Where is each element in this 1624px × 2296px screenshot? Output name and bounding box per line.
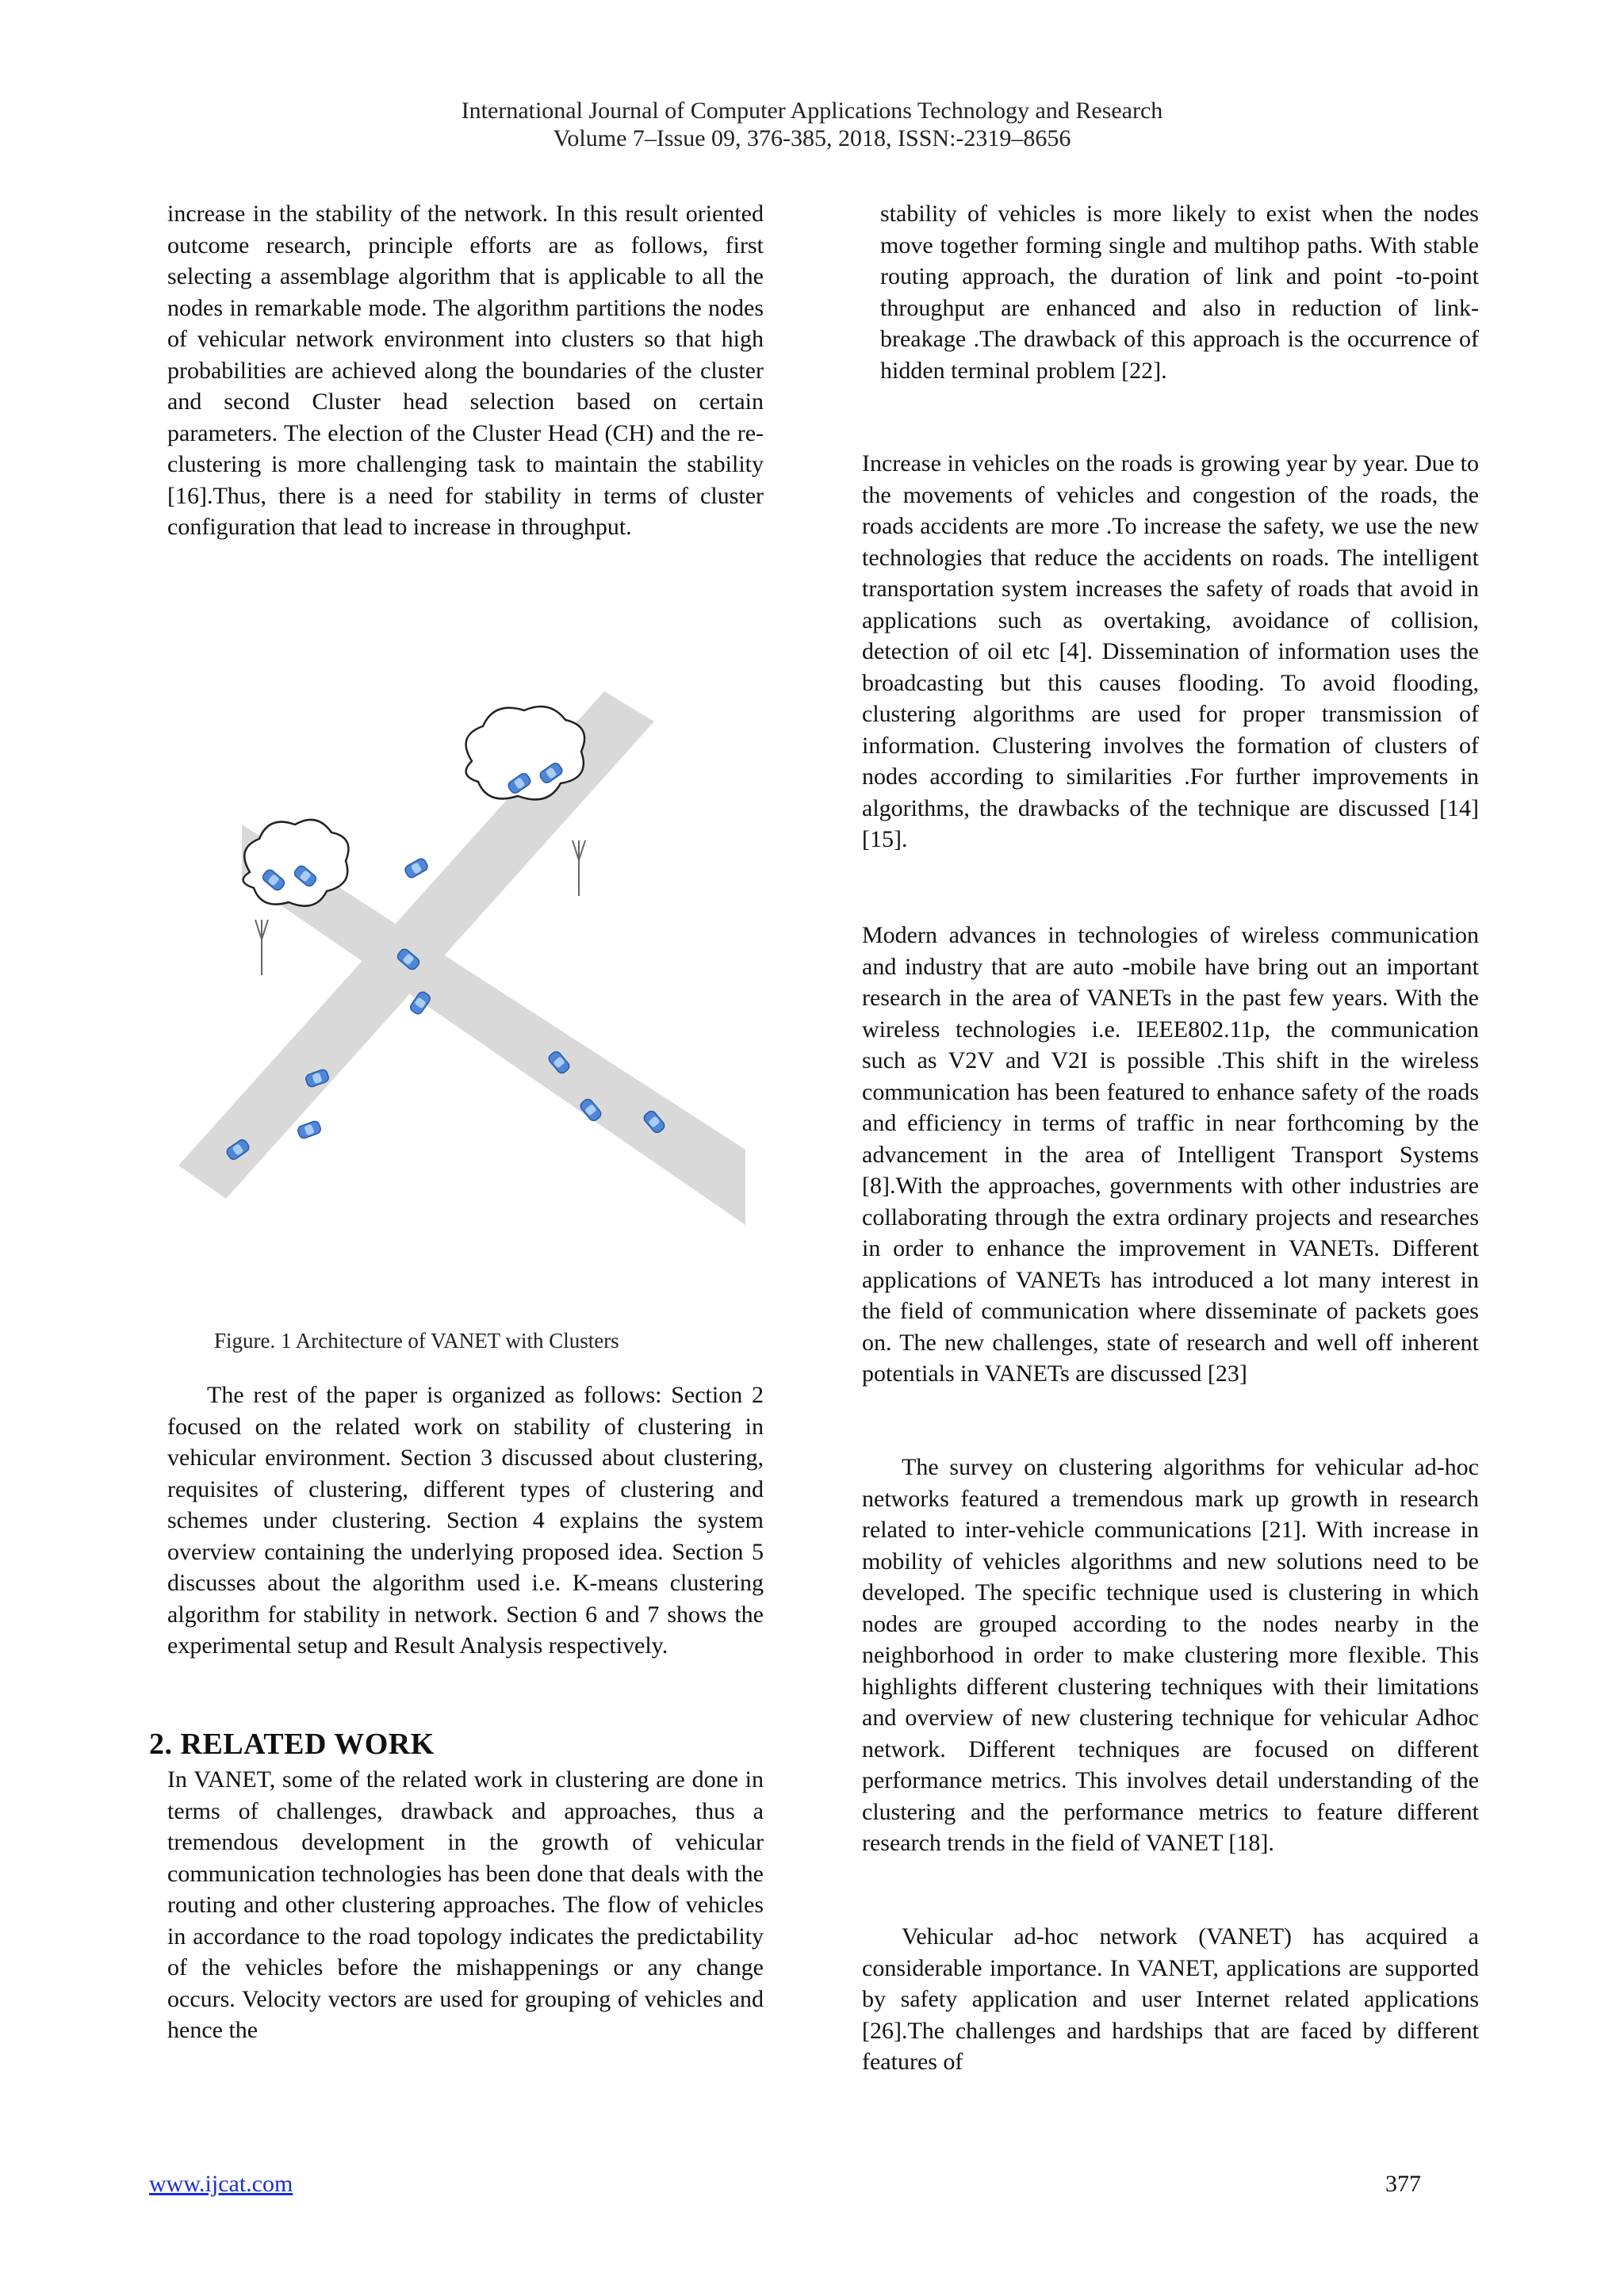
left-paragraph-1: increase in the stability of the network. In this result oriented outcome research, principle efforts are as follows, first selecting a assemblage algorithm that is applicable to all the nodes in remarkable mode. The algorithm partitions the nodes of vehicular network environment into clusters so that high probabilities are achieved along the boundaries of the cluster and second Cluster head selection based on certain parameters. The election of the Cluster Head (CH) and the re- clustering is more challenging task to maintain the stability [16].Thus, there is a need for stability in terms of cluster configuration that lead to increase in throughput. — [167, 201, 764, 540]
journal-header — [0, 97, 1624, 152]
figure-caption: Figure. 1 Architecture of VANET with Clusters — [214, 1329, 619, 1353]
left-paragraph-2: The rest of the paper is organized as follows: Section 2 focused on the related work on stability of clustering in vehicular environment. Section 3 discussed about clustering, requisites of clustering, different types of clustering and schemes under clustering. Section 4 explains the system overview containing the underlying proposed idea. Section 5 discusses about the algorithm used i.e. K-means clustering algorithm for stability in network. Section 6 and 7 shows the experimental setup and Result Analysis respectively. — [167, 1382, 764, 1659]
car-icon — [297, 1120, 322, 1140]
vanet-architecture-figure — [159, 682, 777, 1237]
section-heading-related-work: 2. RELATED WORK — [149, 1728, 435, 1761]
right-paragraph-1: stability of vehicles is more likely to exist when the nodes move together forming single and multihop paths. With stable routing approach, the duration of link and point -to-point throughput are enhanced and also in reduction of link-breakage .The drawback of this approach is the occurrence of hidden terminal problem [22]. — [880, 201, 1479, 384]
right-paragraph-3: Modern advances in technologies of wireless communication and industry that are auto -mobile have bring out an important research in the area of VANETs in the past few years. With the wireless technologies i.e. IEEE802.11p, the communication such as V2V and V2I is possible .This shift in the wireless communication has been featured to enhance safety of the roads and efficiency in terms of traffic in near forthcoming by the advancement in the area of Intelligent Transport Systems [8].With the approaches, governments with other industries are collaborating through the extra ordinary projects and researches in order to enhance the improvement in VANETs. Different applications of VANETs has introduced a lot many interest in the field of communication where disseminate of packets goes on. The new challenges, state of research and well off inherent potentials in VANETs are discussed [23] — [862, 922, 1479, 1387]
car-icon — [404, 857, 429, 879]
right-paragraph-2: Increase in vehicles on the roads is growing year by year. Due to the movements of vehicles and congestion of the roads, the roads accidents are more .To increase the safety, we use the new technologies that reduce the accidents on roads. The intelligent transportation system increases the safety of roads that avoid in applications such as overtaking, avoidance of collision, detection of oil etc [4]. Dissemination of information uses the broadcasting but this causes flooding. To avoid flooding, clustering algorithms are used for proper transmission of information. Clustering involves the formation of clusters of nodes according to similarities .For further improvements in algorithms, the drawbacks of the technique are discussed [14] [15]. — [862, 450, 1479, 852]
journal-title: International Journal of Computer Applications Technology and Research — [461, 98, 1163, 124]
antenna-icon-1 — [255, 920, 268, 975]
right-paragraph-5: Vehicular ad-hoc network (VANET) has acquired a considerable importance. In VANET, applications are supported by safety application and user Internet related applications [26].The challenges and hardships that are faced by different features of — [862, 1923, 1479, 2075]
page-number: 377 — [1385, 2171, 1421, 2197]
left-paragraph-3: In VANET, some of the related work in clustering are done in terms of challenges, drawback and approaches, thus a tremendous development in the growth of vehicular communication technologies has been done that deals with the routing and other clustering approaches. The flow of vehicles in accordance to the road topology indicates the predictability of the vehicles before the mishappenings or any change occurs. Velocity vectors are used for grouping of vehicles and hence the — [167, 1766, 764, 2043]
website-link[interactable]: www.ijcat.com — [149, 2171, 293, 2197]
right-paragraph-4: The survey on clustering algorithms for vehicular ad-hoc networks featured a tremendous mark up growth in research related to inter-vehicle communications [21]. With increase in mobility of vehicles algorithms and new solutions need to be developed. The specific technique used is clustering in which nodes are grouped according to the nodes nearby in the neighborhood in order to make clustering more flexible. This highlights different clustering techniques with their limitations and overview of new clustering technique for vehicular Adhoc network. Different techniques are focused on different performance metrics. This involves detail understanding of the clustering and the performance metrics to feature different research trends in the field of VANET [18]. — [862, 1454, 1479, 1856]
journal-volume: Volume 7–Issue 09, 376-385, 2018, ISSN:-2319–8656 — [553, 125, 1071, 151]
antenna-icon-2 — [573, 840, 585, 896]
